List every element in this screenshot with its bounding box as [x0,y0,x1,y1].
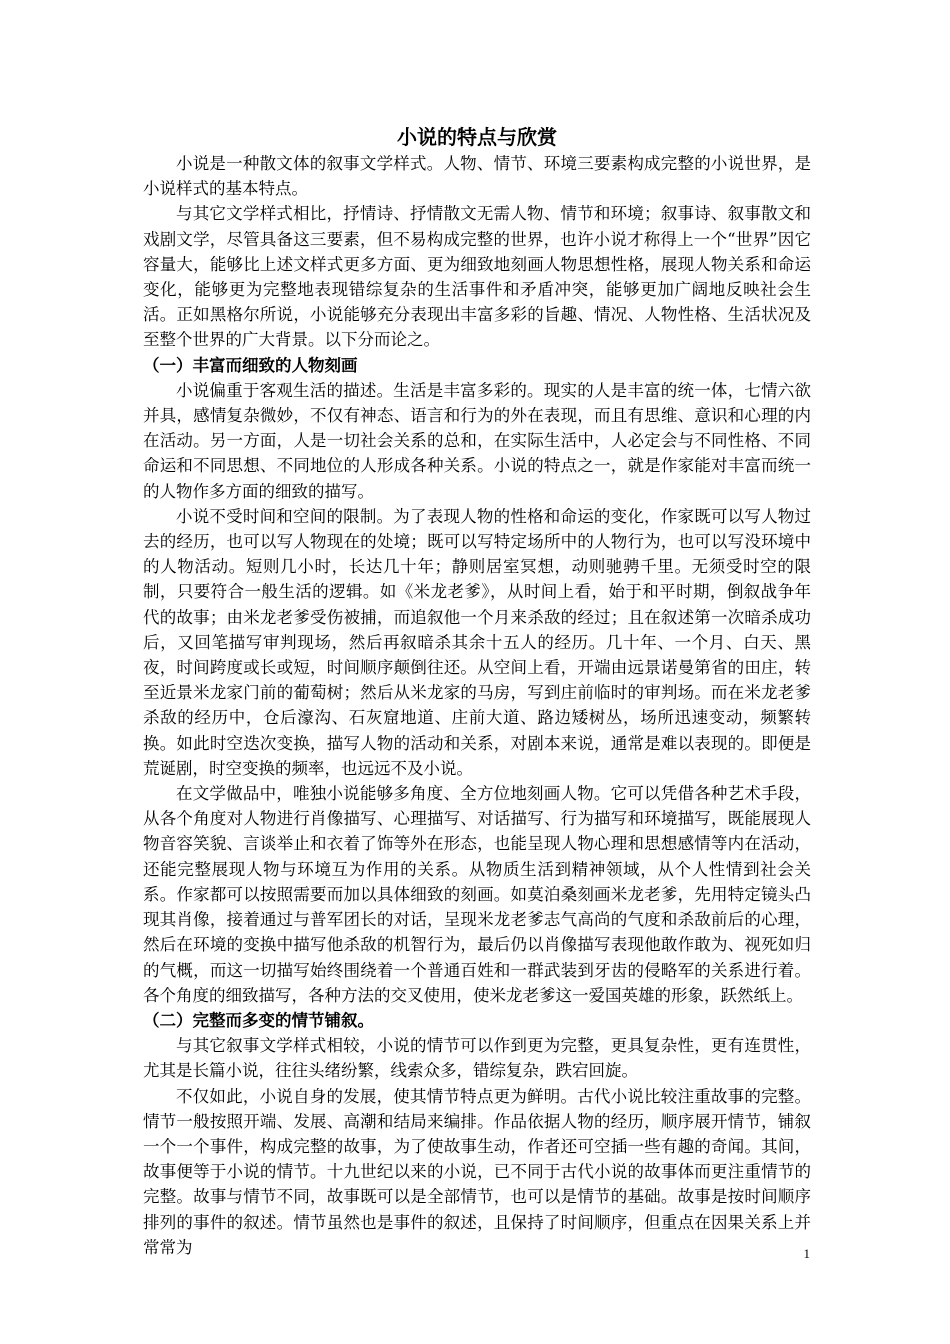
section2-paragraph-2: 不仅如此，小说自身的发展，使其情节特点更为鲜明。古代小说比较注重故事的完整。情节一般按照开端、发展、高潮和结局来编排。作品依据人物的经历，顺序展开情节，铺叙一个一个事件，构成完整的故事，为了使故事生动，作者还可空插一些有趣的奇闻。其间，故事便等于小说的情节。十九世纪以来的小说，已不同于古代小说的故事体而更注重情节的完整。故事与情节不同，故事既可以是全部情节，也可以是情节的基础。故事是按时间顺序排列的事件的叙述。情节虽然也是事件的叙述，且保持了时间顺序，但重点在因果关系上并常常为 [143,1086,811,1257]
section-heading-1: （一）丰富而细致的人物刻画 [143,355,358,375]
section2-paragraph-1: 与其它叙事文学样式相较，小说的情节可以作到更为完整，更具复杂性，更有连贯性，尤其是长篇小说，往往头绪纷繁，线索众多，错综复杂，跌宕回旋。 [143,1036,811,1081]
page-number: 1 [803,1246,810,1261]
document-title: 小说的特点与欣赏 [397,125,557,149]
intro-paragraph-1: 小说是一种散文体的叙事文学样式。人物、情节、环境三要素构成完整的小说世界，是小说样式的基本特点。 [143,154,811,199]
section-heading-2: （二）完整而多变的情节铺叙。 [143,1010,374,1030]
section1-paragraph-1: 小说偏重于客观生活的描述。生活是丰富多彩的。现实的人是丰富的统一体，七情六欲并具，感情复杂微妙，不仅有神态、语言和行为的外在表现，而且有思维、意识和心理的内在活动。另一方面，人是一切社会关系的总和，在实际生活中，人必定会与不同性格、不同命运和不同思想、不同地位的人形成各种关系。小说的特点之一，就是作家能对丰富而统一的人物作多方面的细致的描写。 [143,380,811,501]
section1-paragraph-3: 在文学做品中，唯独小说能够多角度、全方位地刻画人物。它可以凭借各种艺术手段，从各个角度对人物进行肖像描写、心理描写、对话描写、行为描写和环境描写，既能展现人物音容笑貌、言谈举止和衣着了饰等外在形态，也能呈现人物心理和思想感情等内在活动，还能完整展现人物与环境互为作用的关系。从物质生活到精神领域，从个人性情到社会关系。作家都可以按照需要而加以具体细致的刻画。如莫泊桑刻画米龙老爹，先用特定镜头凸现其肖像，接着通过与普军团长的对话，呈现米龙老爹志气高尚的气度和杀敌前后的心理，然后在环境的变换中描写他杀敌的机智行为，最后仍以肖像描写表现他敢作敢为、视死如归的气概，而这一切描写始终围绕着一个普通百姓和一群武装到牙齿的侵略军的关系进行着。各个角度的细致描写，各种方法的交叉使用，使米龙老爹这一爱国英雄的形象，跃然纸上。 [143,784,811,1005]
document-body [143,124,811,1260]
intro-paragraph-2: 与其它文学样式相比，抒情诗、抒情散文无需人物、情节和环境；叙事诗、叙事散文和戏剧文学，尽管具备这三要素，但不易构成完整的世界，也许小说才称得上一个“世界”因它容量大，能够比上述文样式更多方面、更为细致地刻画人物思想性格，展现人物关系和命运变化，能够更为完整地表现错综复杂的生活事件和矛盾冲突，能够更加广阔地反映社会生活。正如黑格尔所说，小说能够充分表现出丰富多彩的旨趣、情况、人物性格、生活状况及至整个世界的广大背景。以下分而论之。 [143,204,811,350]
section1-paragraph-2: 小说不受时间和空间的限制。为了表现人物的性格和命运的变化，作家既可以写人物过去的经历，也可以写人物现在的处境；既可以写特定场所中的人物行为，也可以写没环境中的人物活动。短则几小时，长达几十年；静则居室冥想，动则驰骋千里。无须受时空的限制，只要符合一般生活的逻辑。如《米龙老爹》，从时间上看，始于和平时期，倒叙战争年代的故事；由米龙老爹受伤被捕，而追叙他一个月来杀敌的经过；且在叙述第一次暗杀成功后，又回笔描写审判现场，然后再叙暗杀其余十五人的经历。几十年、一个月、白天、黑夜，时间跨度或长或短，时间顺序颠倒往还。从空间上看，开端由远景诺曼第省的田庄，转至近景米龙家门前的葡萄树；然后从米龙家的马房，写到庄前临时的审判场。而在米龙老爹杀敌的经历中，仓后濠沟、石灰窟地道、庄前大道、路边矮树丛，场所迅速变动，频繁转换。如此时空迭次变换，描写人物的活动和关系，对剧本来说，通常是难以表现的。即便是荒诞剧，时空变换的频率，也远远不及小说。 [143,506,811,778]
